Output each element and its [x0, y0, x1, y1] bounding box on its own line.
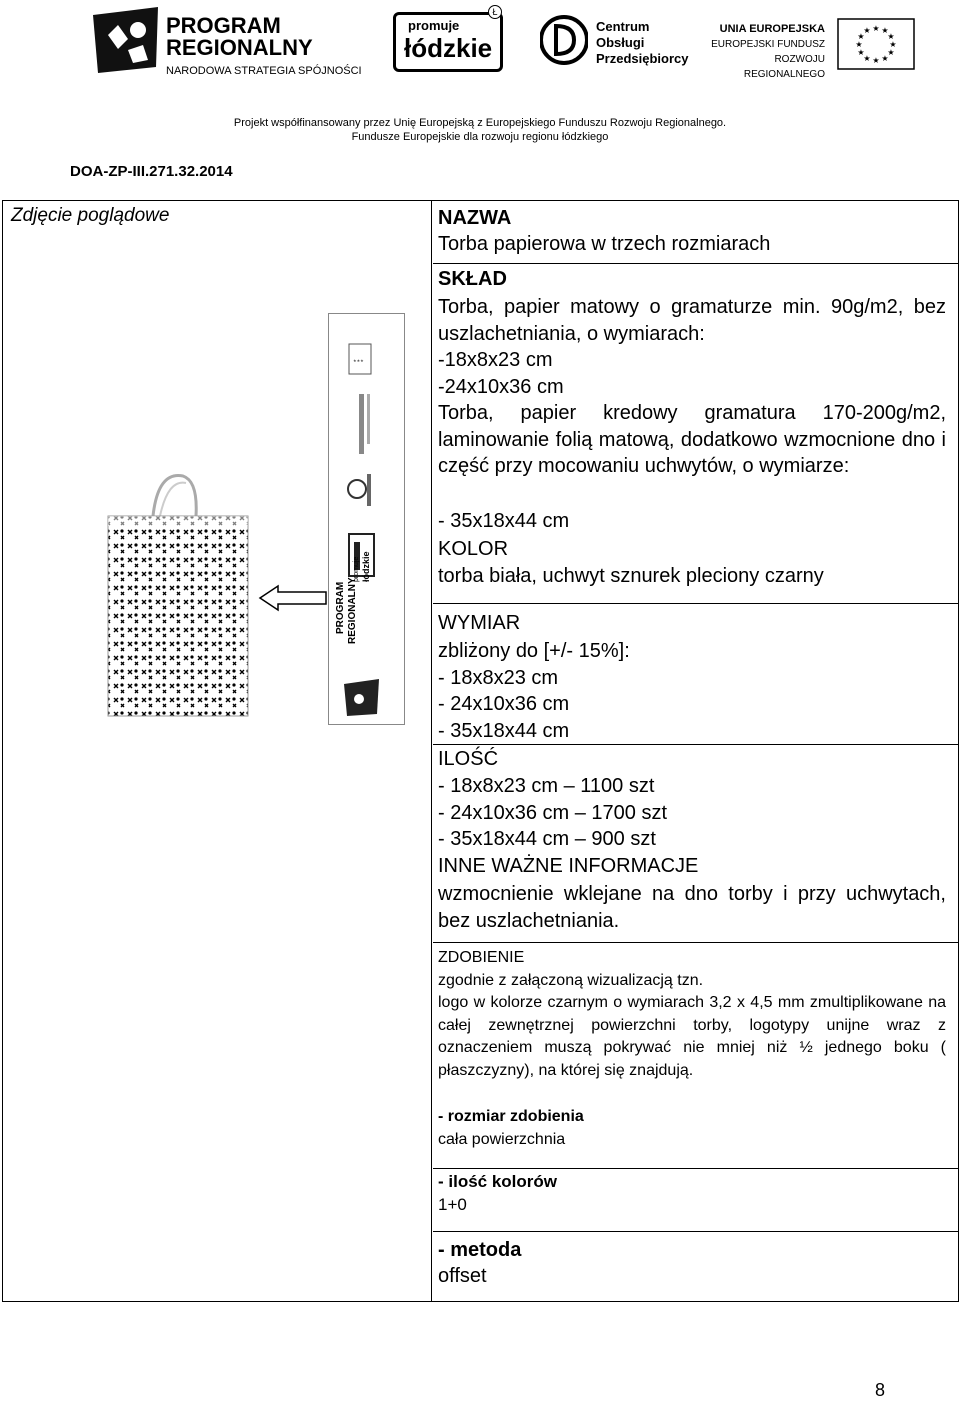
logo-strip — [328, 313, 405, 725]
eu-line3: ROZWOJU REGIONALNEGO — [743, 54, 825, 80]
svg-text:★: ★ — [863, 26, 871, 35]
row-divider-wymiar — [433, 603, 958, 604]
registered-mark-icon: Ł — [488, 5, 502, 19]
wymiar-text-2: - 18x8x23 cm — [438, 667, 559, 689]
inne-heading: INNE WAŻNE INFORMACJE — [438, 855, 699, 877]
kolor-text: torba biała, uchwyt sznurek pleciony czarny — [438, 565, 824, 587]
header-logos — [0, 0, 960, 80]
svg-text:★: ★ — [857, 32, 865, 41]
ilosc-text-1: - 18x8x23 cm – 1100 szt — [438, 775, 655, 797]
centrum-obslugi-emblem-icon — [540, 14, 588, 66]
sklad-heading: SKŁAD — [438, 268, 507, 290]
svg-text:★: ★ — [881, 54, 889, 63]
svg-text:★: ★ — [887, 32, 895, 41]
svg-text:★★★: ★★★ — [353, 358, 364, 363]
row-divider-sklad — [433, 263, 958, 264]
eu-line1: UNIA EUROPEJSKA — [719, 23, 825, 35]
metoda-heading: - metoda — [438, 1239, 522, 1261]
eu-logo — [703, 18, 918, 80]
eu-flag-icon — [837, 18, 915, 70]
bag-image-icon — [98, 471, 258, 721]
row-divider-kolory — [433, 1168, 958, 1169]
program-regionalny-logo — [88, 5, 368, 75]
centrum-text: Centrum — [596, 19, 650, 34]
bag-illustration — [98, 471, 258, 721]
wymiar-text-4: - 35x18x44 cm — [438, 720, 570, 742]
svg-text:★: ★ — [855, 40, 863, 49]
logo-regionalny-text: REGIONALNY — [166, 35, 313, 60]
svg-text:★: ★ — [857, 48, 865, 57]
inne-text: wzmocnienie wklejane na dno torby i przy uchwytach, bez uszlachetniania. — [438, 883, 946, 932]
strip-program-text: PROGRAM — [335, 581, 346, 634]
program-regionalny-emblem-icon — [88, 5, 163, 75]
svg-text:★: ★ — [872, 24, 880, 33]
page-number: 8 — [874, 1380, 885, 1400]
zdobienie-text-3: - rozmiar zdobienia — [438, 1108, 584, 1125]
svg-text:★: ★ — [887, 48, 895, 57]
strip-promuje-text: promuje — [353, 556, 360, 582]
row-divider-zdobienie — [433, 942, 958, 943]
logo-strategy-text: NARODOWA STRATEGIA SPÓJNOŚCI — [166, 65, 362, 77]
wymiar-text-1: zbliżony do [+/- 15%]: — [438, 640, 630, 662]
ilosc-text-2: - 24x10x36 cm – 1700 szt — [438, 802, 668, 824]
wymiar-heading: WYMIAR — [438, 612, 521, 634]
zdobienie-heading: ZDOBIENIE — [438, 949, 525, 966]
svg-text:★: ★ — [881, 26, 889, 35]
wymiar-text-3: - 24x10x36 cm — [438, 693, 570, 715]
sklad-text-5: - 35x18x44 cm — [438, 510, 570, 532]
promuje-text: promuje — [408, 18, 460, 33]
eu-line2: EUROPEJSKI FUNDUSZ — [711, 39, 825, 50]
sklad-text-1: Torba, papier matowy o gramaturze min. 90g/m2, bez uszlachetniania, o wymiarach: — [438, 296, 946, 345]
sklad-text-2: -18x8x23 cm — [438, 349, 553, 371]
kolor-heading: KOLOR — [438, 538, 509, 560]
nazwa-text: Torba papierowa w trzech rozmiarach — [438, 233, 771, 255]
obslugi-text: Obsługi — [596, 35, 645, 50]
svg-text:★: ★ — [889, 40, 897, 49]
promuje-lodzkie-logo — [393, 7, 503, 72]
zdobienie-text-2: logo w kolorze czarnym o wymiarach 3,2 x 4,5 mm zmultiplikowane na całej zewnętrznej powierzchni torby, logotypy unijne wraz z oznaczeniem muszą pokrywać nie mniej niż ½ jednego boku ( płaszczyzny), na której się znajdują. — [438, 994, 946, 1079]
kolory-heading: - ilość kolorów — [438, 1172, 558, 1191]
centrum-obslugi-logo — [540, 14, 689, 74]
strip-regionalny-text: REGIONALNY — [347, 577, 358, 644]
column-divider — [431, 201, 432, 1301]
logo-program-text: PROGRAM — [166, 13, 281, 38]
sklad-text-3: -24x10x36 cm — [438, 376, 564, 398]
svg-text:★: ★ — [872, 56, 880, 65]
document-number: DOA-ZP-III.271.32.2014 — [70, 163, 233, 180]
project-note-line2: Fundusze Europejskie dla rozwoju regionu łódzkiego — [351, 131, 609, 143]
ilosc-text-3: - 35x18x44 cm – 900 szt — [438, 828, 656, 850]
zdobienie-text-4: cała powierzchnia — [438, 1131, 566, 1148]
zdobienie-text-1: zgodnie z załączoną wizualizacją tzn. — [438, 972, 704, 989]
strip-lodzkie-text: łódzkie — [361, 551, 371, 582]
sklad-text-4: Torba, papier kredowy gramatura 170-200g/m2, laminowanie folią matową, dodatkowo wzmocnione dno i część przy mocowaniu uchwytów, o wymiarze: — [438, 402, 946, 477]
ilosc-heading: ILOŚĆ — [438, 748, 499, 770]
arrow-left-icon — [258, 584, 328, 612]
przedsiebiorcy-text: Przedsiębiorcy — [596, 51, 689, 66]
logo-strip-icon — [329, 314, 404, 724]
svg-text:★: ★ — [863, 54, 871, 63]
nazwa-heading: NAZWA — [438, 207, 512, 229]
row-divider-metoda — [433, 1231, 958, 1232]
project-note-line1: Projekt współfinansowany przez Unię Europejską z Europejskiego Funduszu Rozwoju Regionalnego. — [233, 117, 727, 129]
left-caption: Zdjęcie poglądowe — [11, 205, 170, 226]
kolory-text: 1+0 — [438, 1195, 467, 1214]
metoda-text: offset — [438, 1265, 487, 1287]
lodzkie-text: łódzkie — [404, 33, 493, 63]
